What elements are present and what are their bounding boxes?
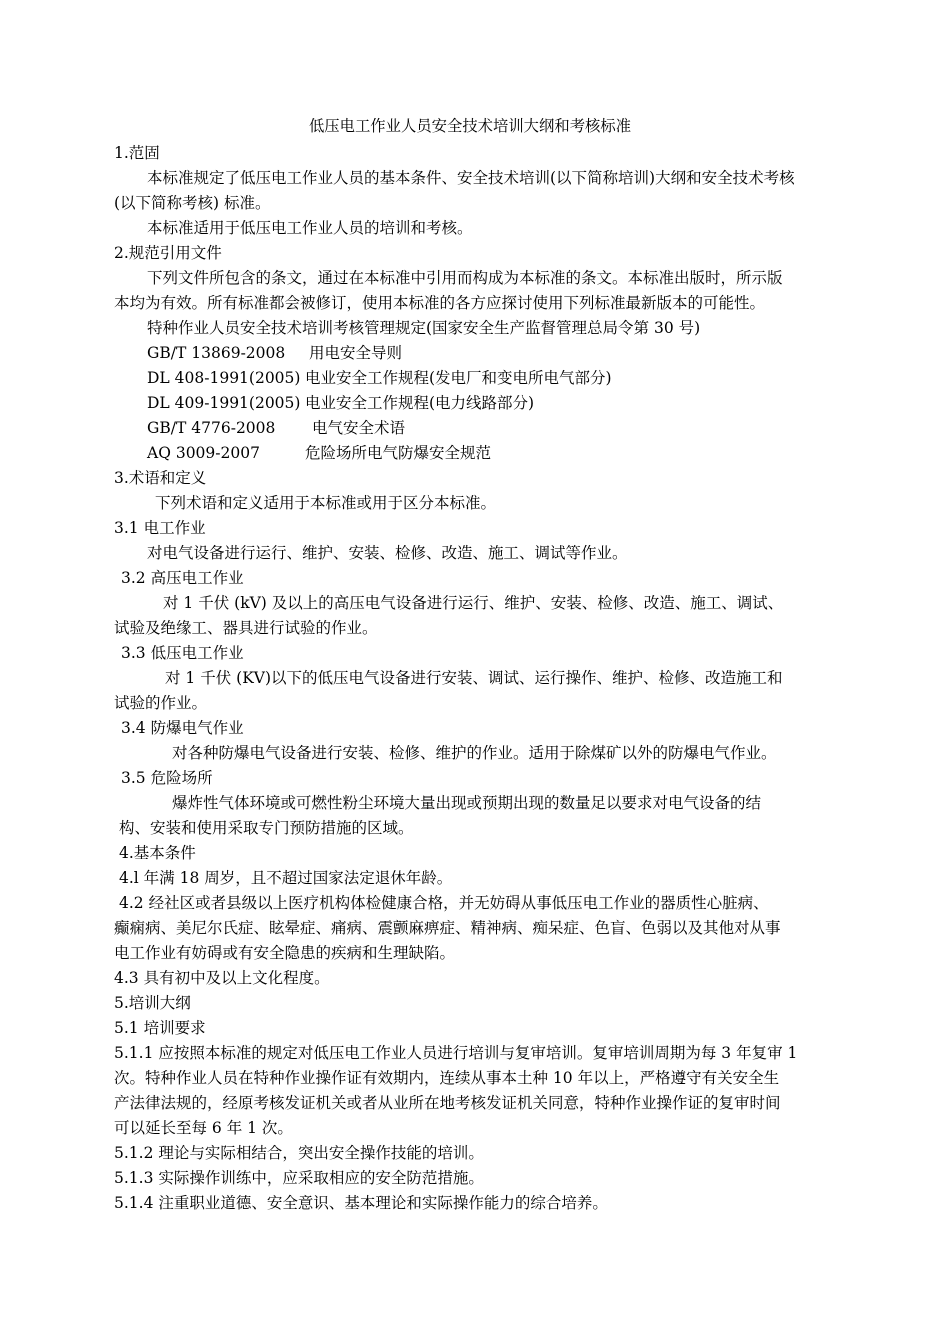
paragraph-line: 对电气设备进行运行、维护、安装、检修、改造、施工、调试等作业。	[147, 544, 628, 562]
paragraph-line: 特种作业人员安全技术培训考核管理规定(国家安全生产监督管理总局令第 30 号)	[147, 319, 701, 337]
paragraph-line: 4.2 经社区或者县级以上医疗机构体检健康合格，并无妨碍从事低压电工作业的器质性心脏病、	[119, 894, 769, 912]
paragraph-line: 对 1 千伏 (KV)以下的低压电气设备进行安装、调试、运行操作、维护、检修、改造施工和	[165, 669, 783, 687]
paragraph-line: 试验的作业。	[114, 694, 208, 712]
reference-name: 用电安全导则	[309, 344, 403, 362]
section-heading-basic-conditions: 4.基本条件	[119, 844, 196, 862]
reference-code: DL 409-1991(2005)	[147, 394, 301, 412]
paragraph-line: 5.1.2 理论与实际相结合，突出安全操作技能的培训。	[114, 1144, 484, 1162]
paragraph-line: 对各种防爆电气设备进行安装、检修、维护的作业。适用于除煤矿以外的防爆电气作业。	[172, 744, 777, 762]
subsection-heading: 5.1 培训要求	[114, 1019, 206, 1037]
section-heading-training-outline: 5.培训大纲	[114, 994, 191, 1012]
reference-item	[147, 343, 402, 363]
reference-code: GB/T 13869-2008	[147, 344, 286, 362]
reference-code: AQ 3009-2007	[147, 444, 260, 462]
reference-name: 电业安全工作规程(电力线路部分)	[305, 394, 535, 412]
subsection-heading: 3.3 低压电工作业	[121, 644, 244, 662]
paragraph-line: 对 1 千伏 (kV) 及以上的高压电气设备进行运行、维护、安装、检修、改造、施工、调试、	[163, 594, 784, 612]
paragraph-line: 5.1.3 实际操作训练中，应采取相应的安全防范措施。	[114, 1169, 484, 1187]
section-heading-scope: 1.范固	[114, 144, 160, 162]
reference-code: GB/T 4776-2008	[147, 419, 276, 437]
paragraph-line: 5.1.1 应按照本标准的规定对低压电工作业人员进行培训与复审培训。复审培训周期为每 3 年复审 1	[114, 1044, 798, 1062]
paragraph-line: 4.l 年满 18 周岁，且不超过国家法定退休年龄。	[119, 869, 453, 887]
paragraph-line: (以下简称考核) 标准。	[114, 194, 271, 212]
paragraph-line: 可以延长至每 6 年 1 次。	[114, 1119, 293, 1137]
reference-item	[147, 418, 405, 438]
document-title: 低压电工作业人员安全技术培训大纲和考核标准	[308, 117, 632, 135]
paragraph-line: 爆炸性气体环境或可燃性粉尘环境大量出现或预期出现的数量足以要求对电气设备的结	[172, 794, 762, 812]
subsection-heading: 3.5 危险场所	[121, 769, 213, 787]
paragraph-line: 癫痫病、美尼尔氏症、眩晕症、痛病、震颤麻痹症、精神病、痴呆症、色盲、色弱以及其他对从事	[114, 919, 781, 937]
paragraph-line: 构、安装和使用采取专门预防措施的区域。	[119, 819, 414, 837]
reference-item	[147, 393, 534, 413]
paragraph-line: 本均为有效。所有标准都会被修订，使用本标准的各方应探讨使用下列标准最新版本的可能性。	[114, 294, 766, 312]
subsection-heading: 3.1 电工作业	[114, 519, 206, 537]
paragraph-line: 产法律法规的，经原考核发证机关或者从业所在地考核发证机关同意，特种作业操作证的复审时间	[114, 1094, 781, 1112]
subsection-heading: 3.2 高压电工作业	[121, 569, 244, 587]
section-heading-references: 2.规范引用文件	[114, 244, 222, 262]
paragraph-line: 试验及绝缘工、器具进行试验的作业。	[114, 619, 378, 637]
reference-item	[147, 443, 491, 463]
paragraph-line: 本标准适用于低压电工作业人员的培训和考核。	[147, 219, 473, 237]
paragraph-line: 次。特种作业人员在特种作业操作证有效期内，连续从事本土种 10 年以上，严格遵守有关安全生	[114, 1069, 780, 1087]
paragraph-line: 电工作业有妨碍或有安全隐患的疾病和生理缺陷。	[114, 944, 456, 962]
reference-code: DL 408-1991(2005)	[147, 369, 301, 387]
paragraph-line: 5.1.4 注重职业道德、安全意识、基本理论和实际操作能力的综合培养。	[114, 1194, 608, 1212]
reference-item	[147, 368, 612, 388]
reference-name: 电气安全术语	[312, 419, 406, 437]
paragraph-line: 本标准规定了低压电工作业人员的基本条件、安全技术培训(以下简称培训)大纲和安全技术考核	[147, 169, 795, 187]
reference-name: 危险场所电气防爆安全规范	[305, 444, 492, 462]
paragraph-line: 下列术语和定义适用于本标准或用于区分本标准。	[155, 494, 497, 512]
subsection-heading: 3.4 防爆电气作业	[121, 719, 244, 737]
reference-name: 电业安全工作规程(发电厂和变电所电气部分)	[305, 369, 612, 387]
paragraph-line: 4.3 具有初中及以上文化程度。	[114, 969, 330, 987]
paragraph-line: 下列文件所包含的条文，通过在本标准中引用而构成为本标准的条文。本标准出版时，所示版	[147, 269, 783, 287]
section-heading-terms: 3.术语和定义	[114, 469, 207, 487]
